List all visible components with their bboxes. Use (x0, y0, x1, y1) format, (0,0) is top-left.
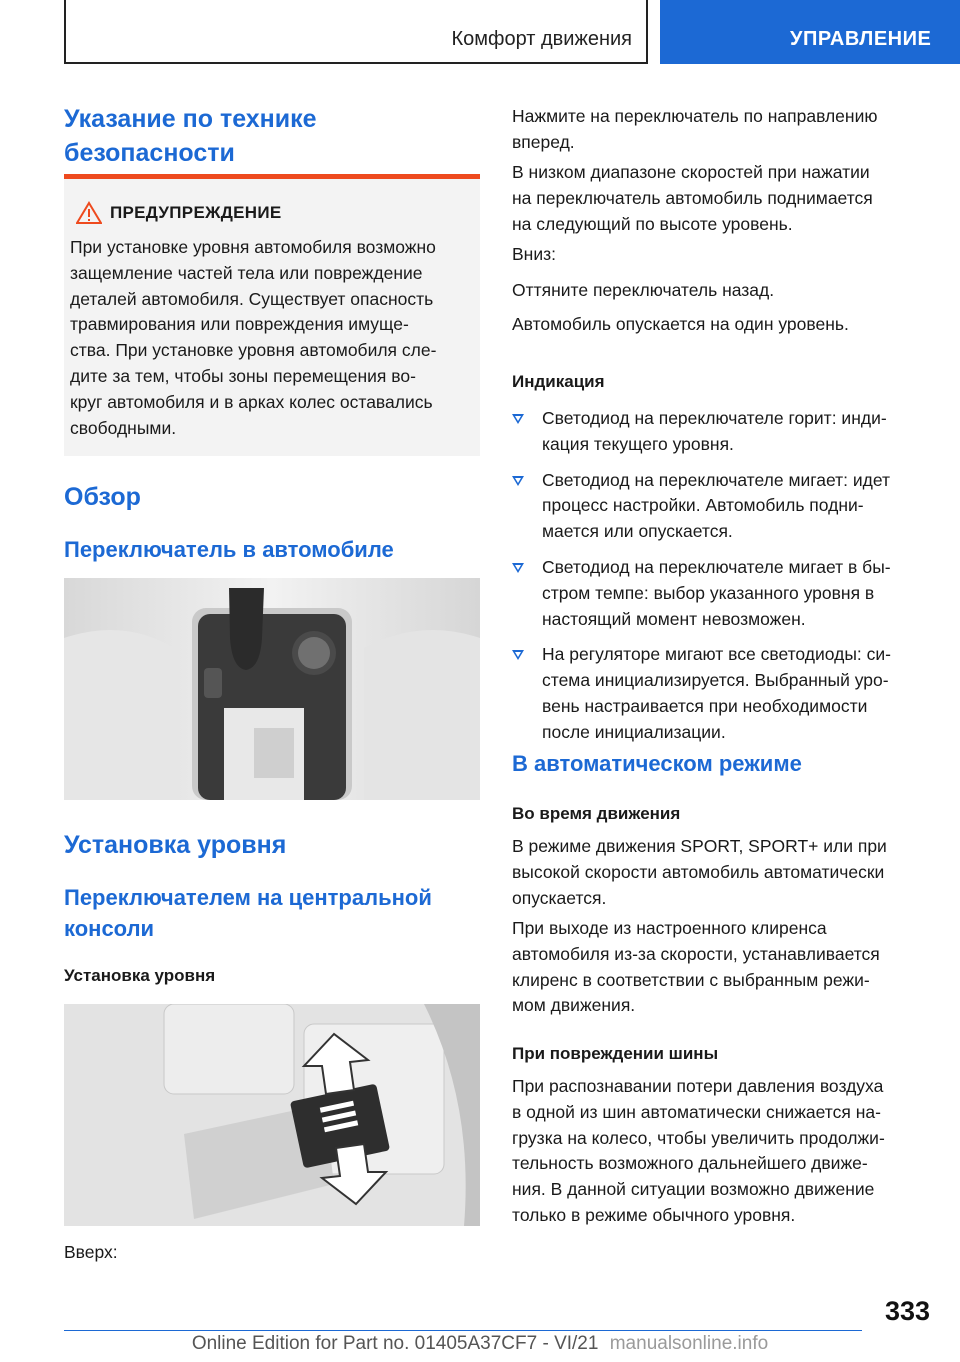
page-number: 333 (884, 1296, 930, 1326)
header-section: Комфорт движения (451, 28, 632, 50)
bullet-triangle-icon (512, 476, 524, 486)
up-label: Вверх: (64, 1242, 118, 1262)
footer-text: Online Edition for Part no. 01405A37CF7 - VI/21 manualsonline.info (191, 1333, 769, 1354)
overview-title: Обзор (64, 483, 141, 511)
low-speed-text: В низком диапазоне скоростей при нажатии на переключатель автомобиль поднимается на следующий по высоте уровень. (512, 162, 873, 234)
list-item: Светодиод на переключателе мигает: идет процесс настройки. Автомобиль подни- мается или опускается. (512, 468, 932, 545)
auto-mode-title: В автоматическом режиме (512, 751, 802, 776)
bullet-triangle-icon (512, 650, 524, 660)
warning-text: При установке уровня автомобиля возможно защемление частей тела или повреждение деталей автомобиля. Существует опасность травмирования или повреждения имуще- ства. При установке уровня автомобиля сле- дите за тем, чтобы зоны перемещения во- круг автомобиля и в арках колес оставались свободными. (70, 237, 437, 438)
header-chapter-tab (660, 0, 960, 64)
watermark: manualsonline.info (609, 1333, 769, 1354)
warning-title: ПРЕДУПРЕЖДЕНИЕ (110, 203, 282, 222)
safety-title: Указание по технике безопасности (64, 105, 317, 167)
warning-triangle-icon (76, 201, 102, 225)
console-title: Переключателем на центральной консоли (64, 885, 432, 941)
tire-damage-text: При распознавании потери давления воздуха в одной из шин автоматически снижается на- грузка на колесо, чтобы увеличить продолжи- тельность возможного дальнейшего движе- ния. В данной ситуации возможно движение только в режиме обычного уровня. (512, 1076, 885, 1225)
list-item: На регуляторе мигают все светодиоды: си- стема инициализируется. Выбранный уро- вень настраивается при необходимости после инициализации. (512, 642, 932, 745)
list-item: Светодиод на переключателе горит: инди- кация текущего уровня. (512, 406, 932, 458)
setting-title: Установка уровня (64, 831, 287, 859)
switch-photo (64, 1004, 480, 1226)
header-section-box (64, 0, 648, 64)
push-forward-text: Нажмите на переключатель по направлению вперед. (512, 106, 878, 152)
driving-text: В режиме движения SPORT, SPORT+ или при высокой скорости автомобиль автоматически опускается. (512, 836, 887, 908)
bullet-triangle-icon (512, 563, 524, 573)
footer-divider (64, 1330, 862, 1331)
warning-box (64, 174, 480, 456)
switch-title: Переключатель в автомобиле (64, 537, 394, 562)
tire-damage-subtitle: При повреждении шины (512, 1044, 719, 1063)
pull-back-text: Оттяните переключатель назад. (512, 280, 775, 300)
console-photo (64, 578, 480, 800)
lowers-text: Автомобиль опускается на один уровень. (512, 314, 849, 334)
header-chapter: УПРАВЛЕНИЕ (790, 28, 932, 50)
exit-clearance-text: При выходе из настроенного клиренса автомобиля из-за скорости, устанавливается клиренс в соответствии с выбранным режи- мом движения. (512, 918, 880, 1016)
indication-title: Индикация (512, 372, 605, 391)
driving-subtitle: Во время движения (512, 804, 681, 823)
indication-list (512, 406, 932, 756)
down-label: Вниз: (512, 244, 556, 264)
setting-subtitle: Установка уровня (64, 966, 216, 985)
list-item: Светодиод на переключателе мигает в бы- стром темпе: выбор указанного уровня в настоящий момент невозможен. (512, 555, 932, 632)
bullet-triangle-icon (512, 414, 524, 424)
